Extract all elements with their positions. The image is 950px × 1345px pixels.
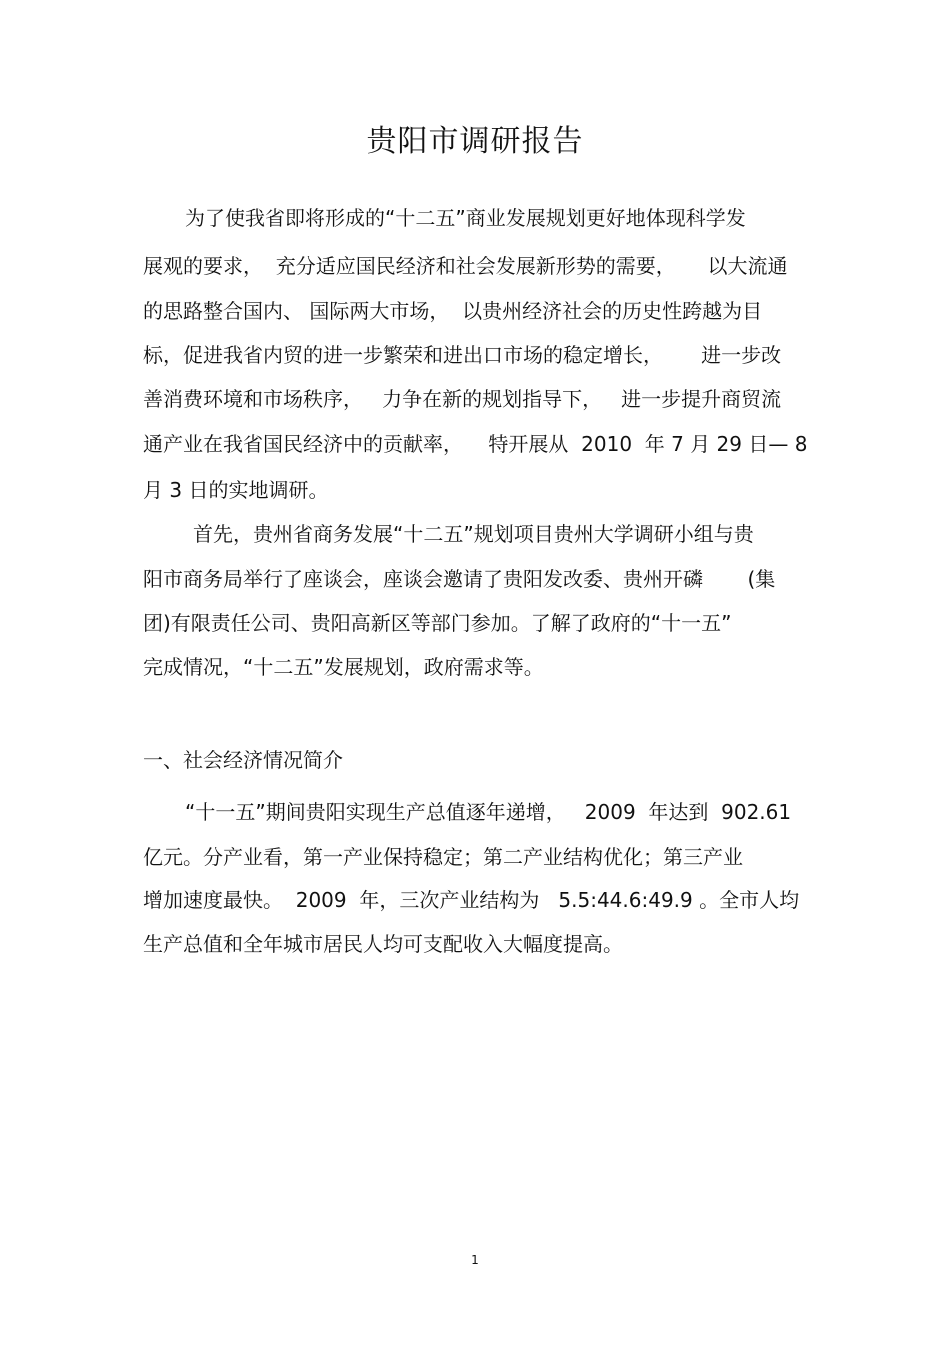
paragraph-1-line-6: 通产业在我省国民经济中的贡献率， 特开展从 2010 年 7 月 29 日— 8 — [143, 432, 808, 456]
paragraph-2-line-3: 团)有限责任公司、贵阳高新区等部门参加。了解了政府的“十一五” — [143, 611, 732, 635]
section-1-heading: 一、社会经济情况简介 — [143, 748, 343, 772]
paragraph-1-line-1: 为了使我省即将形成的“十二五”商业发展规划更好地体现科学发 — [185, 206, 746, 230]
paragraph-1-line-3: 的思路整合国内、 国际两大市场， 以贵州经济社会的历史性跨越为目 — [143, 299, 763, 323]
paragraph-1-line-5: 善消费环境和市场秩序， 力争在新的规划指导下， 进一步提升商贸流 — [143, 387, 782, 411]
paragraph-2-line-4: 完成情况，“十二五”发展规划，政府需求等。 — [143, 655, 544, 679]
paragraph-1-line-7: 月 3 日的实地调研。 — [143, 478, 329, 502]
paragraph-3-line-2: 亿元。分产业看，第一产业保持稳定；第二产业结构优化；第三产业 — [143, 845, 743, 869]
paragraph-2-line-1: 首先，贵州省商务发展“十二五”规划项目贵州大学调研小组与贵 — [193, 522, 754, 546]
paragraph-1-line-2: 展观的要求， 充分适应国民经济和社会发展新形势的需要， 以大流通 — [143, 254, 788, 278]
page-number: 1 — [471, 1253, 479, 1267]
paragraph-2-line-2: 阳市商务局举行了座谈会，座谈会邀请了贵阳发改委、贵州开磷 (集 — [143, 567, 776, 591]
paragraph-1-line-4: 标，促进我省内贸的进一步繁荣和进出口市场的稳定增长， 进一步改 — [143, 343, 782, 367]
paragraph-3-line-4: 生产总值和全年城市居民人均可支配收入大幅度提高。 — [143, 932, 623, 956]
paragraph-3-line-1: “十一五”期间贵阳实现生产总值逐年递增， 2009 年达到 902.61 — [185, 800, 792, 824]
document-title: 贵阳市调研报告 — [366, 124, 584, 159]
paragraph-3-line-3: 增加速度最快。 2009 年，三次产业结构为 5.5:44.6:49.9 。全市人均 — [143, 888, 800, 912]
